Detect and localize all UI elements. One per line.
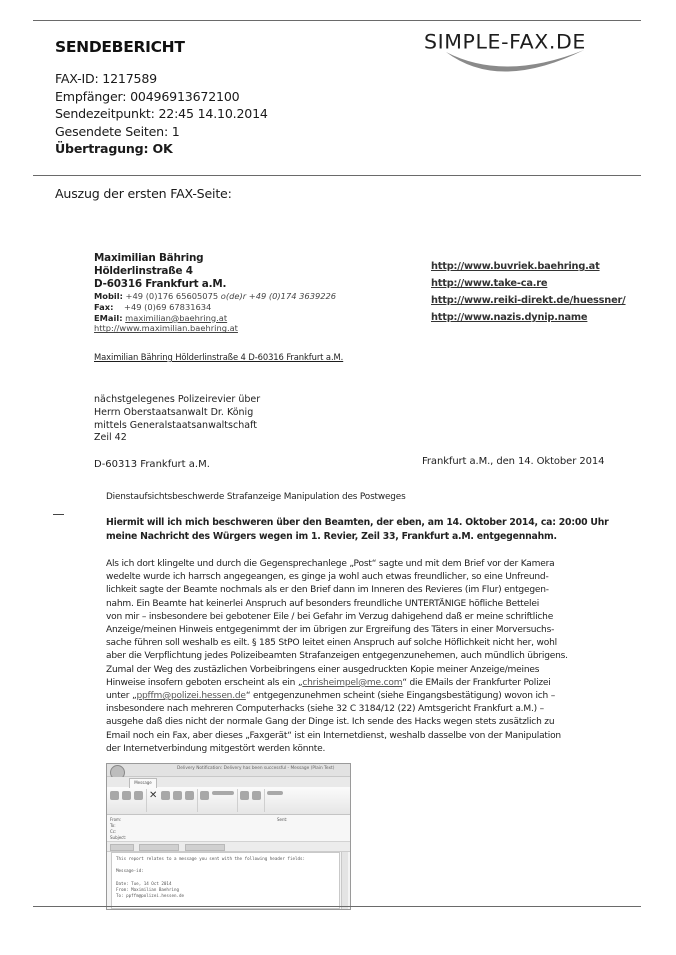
body-text-segment: “ entgegenzunehmen scheint (siehe Eingangsbestätigung) wovon ich – (245, 691, 556, 702)
body-line: Zumal der Weg des zustäzlichen Vorbeibringens einer ausgedruckten Kopie meiner Anzeige/meines (106, 664, 540, 675)
forward-icon (134, 791, 143, 800)
intro-line: meine Nachricht des Würgers wegen im 1. Revier, Zeil 33, Frankfurt a.M. entgegennahm. (106, 530, 557, 542)
simple-fax-logo (424, 30, 634, 82)
fax-value: +49 (0)69 67831634 (124, 301, 212, 312)
mobile-alt: o(de)r +49 (0)174 3639226 (220, 291, 337, 301)
link-item[interactable]: http://www.nazis.dynip.name (431, 312, 588, 323)
bottom-rule (33, 906, 641, 907)
delete-icon: ✕ (149, 790, 158, 801)
body-line: ausgehe daß dies nicht der normale Gang der Dinge ist. Ich sende des Hacks wegen stets zusätzlich zu (106, 717, 555, 728)
body-line: aber die Verpflichtung jedes Polizeibeamten Strafanzeigen entgegenzunehemen, auch mündlich übrigens. (106, 651, 568, 662)
body-line: Email noch ein Fax, aber dieses „Faxgerät“ ist ein Internetdienst, weshalb dasselbe von der Manipulation (106, 730, 561, 741)
link-list (431, 258, 626, 326)
ribbon-group (110, 789, 147, 812)
email-body-line: To: ppffm@polizei.hessen.de (116, 893, 185, 899)
body-line: der Internetverbindung mitgestört werden könnte. (106, 743, 326, 754)
email-window-title: Delivery Notification: Delivery has been successful - Message (Plain Text) (177, 766, 335, 771)
email-ribbon (107, 787, 350, 815)
mark-unread-icon (252, 791, 261, 800)
link-item[interactable]: http://www.take-ca.re (431, 278, 548, 289)
body-line: wedelte wurde ich harrsch angegeangen, es ginge ja wohl auch etwas freundlicher, so eine Unfreund- (106, 572, 549, 583)
section-rule (33, 175, 641, 176)
letter-date: Frankfurt a.M., den 14. Oktober 2014 (422, 456, 605, 467)
pages-sent: Gesendete Seiten: 1 (55, 123, 180, 139)
body-text-segment: Hinweise insofern geboten erscheint als ein „ (106, 677, 303, 688)
report-title: SENDEBERICHT (55, 38, 185, 56)
recipient-line: Herrn Oberstaatsanwalt Dr. König (94, 406, 254, 418)
transmission-report (55, 38, 268, 158)
logo-text: SIMPLE-FAX.DE (424, 30, 586, 54)
reply-icon (110, 791, 119, 800)
sender-street: Hölderlinstraße 4 (94, 265, 193, 277)
body-line (106, 690, 608, 703)
body-line: lichkeit sagte der Beamte nochmals als er den Brief dann im Inneren des Revieres (im Flur) entgegen- (106, 585, 549, 596)
body-line: sache führen soll weshalb es eilt. § 185 StPO leitet einen Anspruch auf solche Höflichkeit nicht her, wohl (106, 638, 557, 649)
body-line: Als ich dort klingelte und durch die Gegensprechanlege „Post“ sagte und mit dem Brief vor der Kamera (106, 559, 555, 569)
fax-label: Fax: (94, 301, 114, 312)
email-titlebar (107, 764, 350, 777)
email-scrollbar (341, 852, 348, 909)
subject-label: Subject: (110, 835, 127, 840)
sender-email (94, 313, 336, 324)
reply-all-icon (122, 791, 131, 800)
mobile-label: Mobil: (94, 291, 123, 301)
mobile-value: +49 (0)176 65605075 (122, 291, 221, 301)
email-label: EMail: (94, 312, 123, 323)
top-rule (33, 20, 641, 21)
body-line: Anzeige/meinen Hinweis entgegenimmt der im übrigen zur Ergreifung des Täters in einer Morversuchs- (106, 625, 555, 636)
safe-lists-icon (212, 791, 234, 795)
excerpt-label: Auszug der ersten FAX-Seite: (55, 186, 232, 201)
email-body-line: Message-id: (116, 868, 144, 874)
email-link[interactable]: maximilian@baehring.at (125, 312, 228, 323)
recipient-line: mittels Generalstaatsanwaltschaft (94, 419, 257, 431)
recipient-number: Empfänger: 00496913672100 (55, 88, 240, 104)
email-ribbon-tabs (107, 777, 350, 787)
attachment-chip (110, 844, 134, 851)
recipient-address (94, 394, 260, 472)
recipient-line: nächstgelegenes Polizeirevier über (94, 394, 261, 405)
follow-up-icon (240, 791, 249, 800)
find-icon (267, 791, 283, 795)
margin-dash (53, 514, 64, 515)
block-sender-icon (200, 791, 209, 800)
email-header-fields (107, 815, 350, 842)
body-line: insbesondere nach mehreren Computerhacks (siehe 32 C 3184/12 (22) Amtsgericht Frankfurt a.M.) – (106, 704, 544, 715)
body-line (106, 677, 608, 690)
return-address: Maximilian Bähring Hölderlinstraße 4 D-60316 Frankfurt a.M. (94, 352, 344, 362)
from-label: From: (110, 817, 122, 822)
fax-id: FAX-ID: 1217589 (55, 71, 157, 86)
link-item[interactable]: http://www.buvriek.baehring.at (431, 261, 600, 272)
body-line: nahm. Ein Beamte hat keinerlei Anspruch auf besonders freundliche UNTERTÄNIGE höfliche Bettelei (106, 598, 540, 609)
attachment-chip (185, 844, 225, 851)
letter-body (106, 558, 608, 756)
letter-intro (106, 516, 609, 543)
recipient-line: Zeil 42 (94, 432, 127, 444)
move-icon (161, 791, 170, 800)
email-body-line: From: Maximilian Baehring (116, 887, 180, 893)
sender-name: Maximilian Bähring (94, 252, 204, 264)
to-label: To: (110, 823, 116, 828)
link-item[interactable]: http://www.reiki-direkt.de/huessner/ (431, 295, 626, 306)
email-attachments (107, 842, 350, 852)
email-body-line: This report relates to a message you sent with the following header fields: (116, 856, 306, 861)
ribbon-group (149, 789, 198, 812)
letter-subject: Dienstaufsichtsbeschwerde Strafanzeige Manipulation des Postweges (106, 492, 406, 502)
sender-website[interactable]: http://www.maximilian.baehring.at (94, 323, 238, 334)
recipient-city: D-60313 Frankfurt a.M. (94, 459, 210, 471)
ribbon-group (267, 789, 286, 812)
intro-line: Hiermit will ich mich beschweren über den Beamten, der eben, am 14. Oktober 2014, ca: 20:00 Uhr (106, 517, 609, 528)
transmission-status: Übertragung: OK (55, 141, 173, 156)
ribbon-group (200, 789, 238, 812)
actions-icon (185, 791, 194, 800)
email-body-line: Date: Tue, 14 Oct 2014 (116, 880, 172, 886)
email-screenshot (106, 763, 351, 910)
body-text-segment: unter „ (106, 691, 137, 702)
body-line: von mir – insbesondere bei gebotener Eile / bei Gefahr im Verzug dahigehend daß er meine schriftliche (106, 611, 554, 622)
sender-block (94, 252, 336, 334)
email-link[interactable]: ppffm@polizei.hessen.de (136, 691, 246, 702)
sender-city: D-60316 Frankfurt a.M. (94, 278, 227, 290)
sender-fax (94, 302, 336, 313)
sent-label: Sent: (277, 817, 288, 822)
sender-mobile (94, 291, 336, 302)
body-text-segment: “ die EMails der Frankfurter Polizei (402, 677, 551, 688)
cc-label: Cc: (110, 829, 117, 834)
ribbon-group (240, 789, 265, 812)
attachment-chip (139, 844, 179, 851)
email-tab-message: Message (129, 778, 157, 788)
email-body (111, 852, 340, 909)
rule-icon (173, 791, 182, 800)
send-time: Sendezeitpunkt: 22:45 14.10.2014 (55, 106, 268, 121)
email-link[interactable]: chrisheimpel@me.com (302, 677, 403, 688)
